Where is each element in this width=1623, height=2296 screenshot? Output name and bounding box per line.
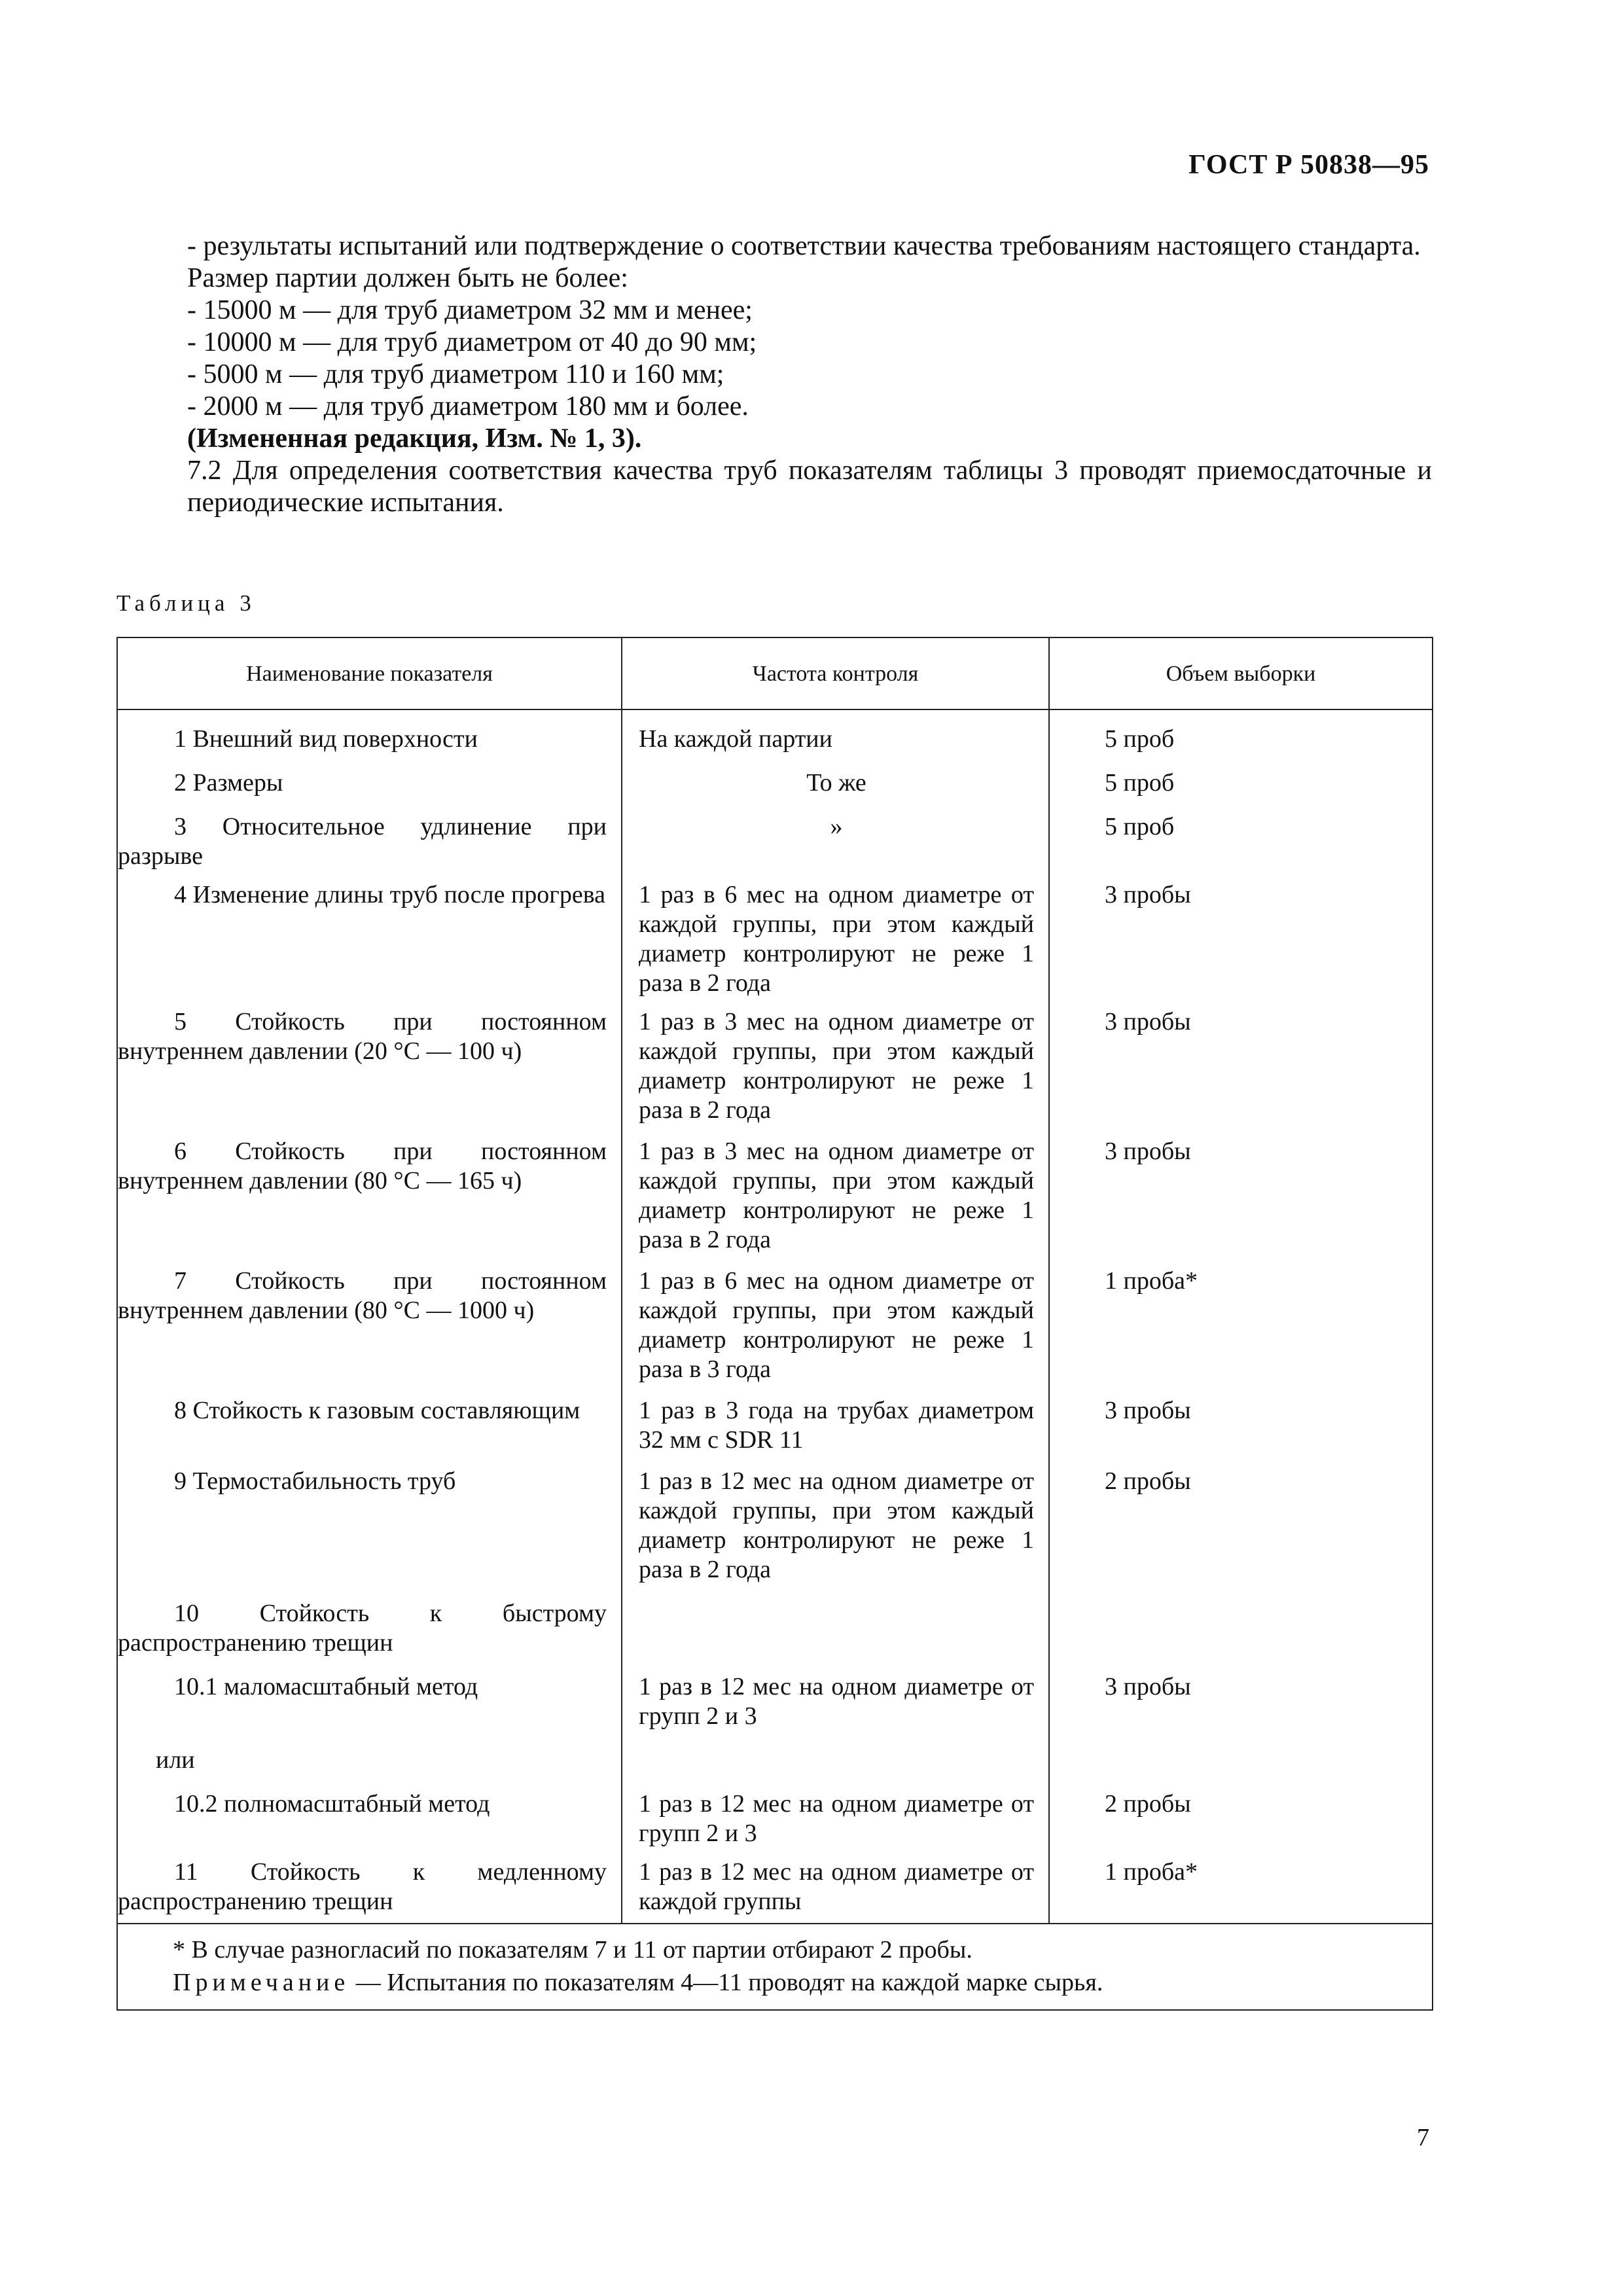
row-sample: 5 проб	[1105, 725, 1175, 753]
row-sample: 3 пробы	[1105, 1397, 1191, 1424]
batch-item: - 10000 м — для труб диаметром от 40 до 90 мм;	[187, 327, 757, 357]
amendment-note: (Измененная редакция, Изм. № 1, 3).	[187, 423, 642, 454]
document-standard-header: ГОСТ Р 50838—95	[1188, 150, 1429, 180]
row-name: 8 Стойкость к газовым составляющим	[174, 1397, 580, 1424]
row-sample: 3 пробы	[1105, 1138, 1191, 1165]
row-sample: 5 проб	[1105, 769, 1175, 797]
table-row	[118, 1467, 1432, 1599]
row-name: или	[156, 1746, 195, 1774]
clause-7-2: 7.2 Для определения соответствия качества труб показателям таблицы 3 проводят приемосдаточные и периодические испытания.	[187, 456, 1432, 518]
table-row	[118, 1396, 1432, 1467]
batch-item: - 5000 м — для труб диаметром 110 и 160 мм;	[187, 359, 724, 389]
row-frequency: 1 раз в 12 мес на одном диаметре от групп 2 и 3	[639, 1790, 1034, 1847]
row-sample: 1 проба*	[1105, 1858, 1198, 1886]
table-row	[118, 880, 1432, 1007]
row-sample: 3 пробы	[1105, 1008, 1191, 1035]
row-frequency: То же	[806, 769, 866, 797]
table-caption: Таблица 3	[116, 590, 256, 616]
batch-item: - 15000 м — для труб диаметром 32 мм и менее;	[187, 295, 753, 325]
row-sample: 2 пробы	[1105, 1467, 1191, 1495]
table-row	[118, 1266, 1432, 1396]
row-frequency: 1 раз в 12 мес на одном диаметре от групп 2 и 3	[639, 1673, 1034, 1730]
row-frequency: 1 раз в 3 года на трубах диаметром 32 мм с SDR 11	[639, 1397, 1034, 1454]
table-footnote: * В случае разногласий по показателям 7 и 11 от партии отбирают 2 пробы.	[173, 1936, 972, 1964]
row-name: 11 Стойкость к медленному распространению трещин	[118, 1858, 607, 1915]
results-line: - результаты испытаний или подтверждение о соответствии качества требованиям настоящего стандарта.	[187, 231, 1421, 261]
row-sample: 2 пробы	[1105, 1790, 1191, 1818]
table-3	[116, 637, 1433, 2011]
row-name: 5 Стойкость при постоянном внутреннем давлении (20 °С — 100 ч)	[118, 1008, 607, 1065]
table-row	[118, 1789, 1432, 1857]
table-row	[118, 768, 1432, 812]
row-frequency: 1 раз в 6 мес на одном диаметре от каждой группы, при этом каждый диаметр контролируют не реже 1 раза в 3 года	[639, 1267, 1034, 1383]
table-row	[118, 709, 1432, 768]
row-name: 1 Внешний вид поверхности	[174, 725, 478, 753]
row-name: 10 Стойкость к быстрому распространению трещин	[118, 1600, 607, 1657]
row-frequency: 1 раз в 12 мес на одном диаметре от каждой группы	[639, 1858, 1034, 1915]
body-text	[116, 230, 1432, 519]
row-name: 7 Стойкость при постоянном внутреннем давлении (80 °С — 1000 ч)	[118, 1267, 607, 1324]
batch-item: - 2000 м — для труб диаметром 180 мм и более.	[187, 391, 749, 422]
row-name: 3 Относительное удлинение при разрыве	[118, 813, 607, 870]
batch-size-intro: Размер партии должен быть не более:	[187, 263, 628, 293]
row-frequency: 1 раз в 12 мес на одном диаметре от каждой группы, при этом каждый диаметр контролируют не реже 1 раза в 2 года	[639, 1467, 1034, 1583]
table-row	[118, 1599, 1432, 1672]
table-footer	[118, 1923, 1432, 2009]
table-row	[118, 1137, 1432, 1266]
row-frequency: 1 раз в 3 мес на одном диаметре от каждой группы, при этом каждый диаметр контролируют не реже 1 раза в 2 года	[639, 1138, 1034, 1253]
header-control-frequency: Частота контроля	[622, 638, 1049, 709]
header-indicator-name: Наименование показателя	[118, 638, 622, 709]
table-note	[173, 1966, 1432, 1999]
row-name: 2 Размеры	[174, 769, 283, 797]
note-text: — Испытания по показателям 4—11 проводят на каждой марке сырья.	[349, 1969, 1103, 1996]
row-name: 9 Термостабильность труб	[174, 1467, 456, 1495]
table-header-row	[118, 638, 1432, 709]
table-row	[118, 1672, 1432, 1746]
row-sample: 3 пробы	[1105, 881, 1191, 908]
row-name: 10.1 маломасштабный метод	[174, 1673, 478, 1700]
table-row	[118, 1857, 1432, 1923]
table-row	[118, 812, 1432, 880]
table-row	[118, 1007, 1432, 1137]
row-frequency: »	[830, 813, 843, 840]
note-label: Примечание	[173, 1969, 350, 1996]
row-frequency: На каждой партии	[639, 725, 832, 753]
header-sample-size: Объем выборки	[1049, 638, 1432, 709]
row-sample: 5 проб	[1105, 813, 1175, 840]
row-frequency: 1 раз в 3 мес на одном диаметре от каждой группы, при этом каждый диаметр контролируют не реже 1 раза в 2 года	[639, 1008, 1034, 1124]
row-sample: 1 проба*	[1105, 1267, 1198, 1295]
row-sample: 3 пробы	[1105, 1673, 1191, 1700]
page-number: 7	[1417, 2124, 1429, 2151]
row-name: 6 Стойкость при постоянном внутреннем давлении (80 °С — 165 ч)	[118, 1138, 607, 1194]
row-name: 4 Изменение длины труб после прогрева	[174, 881, 606, 908]
row-frequency: 1 раз в 6 мес на одном диаметре от каждой группы, при этом каждый диаметр контролируют не реже 1 раза в 2 года	[639, 881, 1034, 997]
table-row	[118, 1746, 1432, 1789]
row-name: 10.2 полномасштабный метод	[174, 1790, 490, 1818]
